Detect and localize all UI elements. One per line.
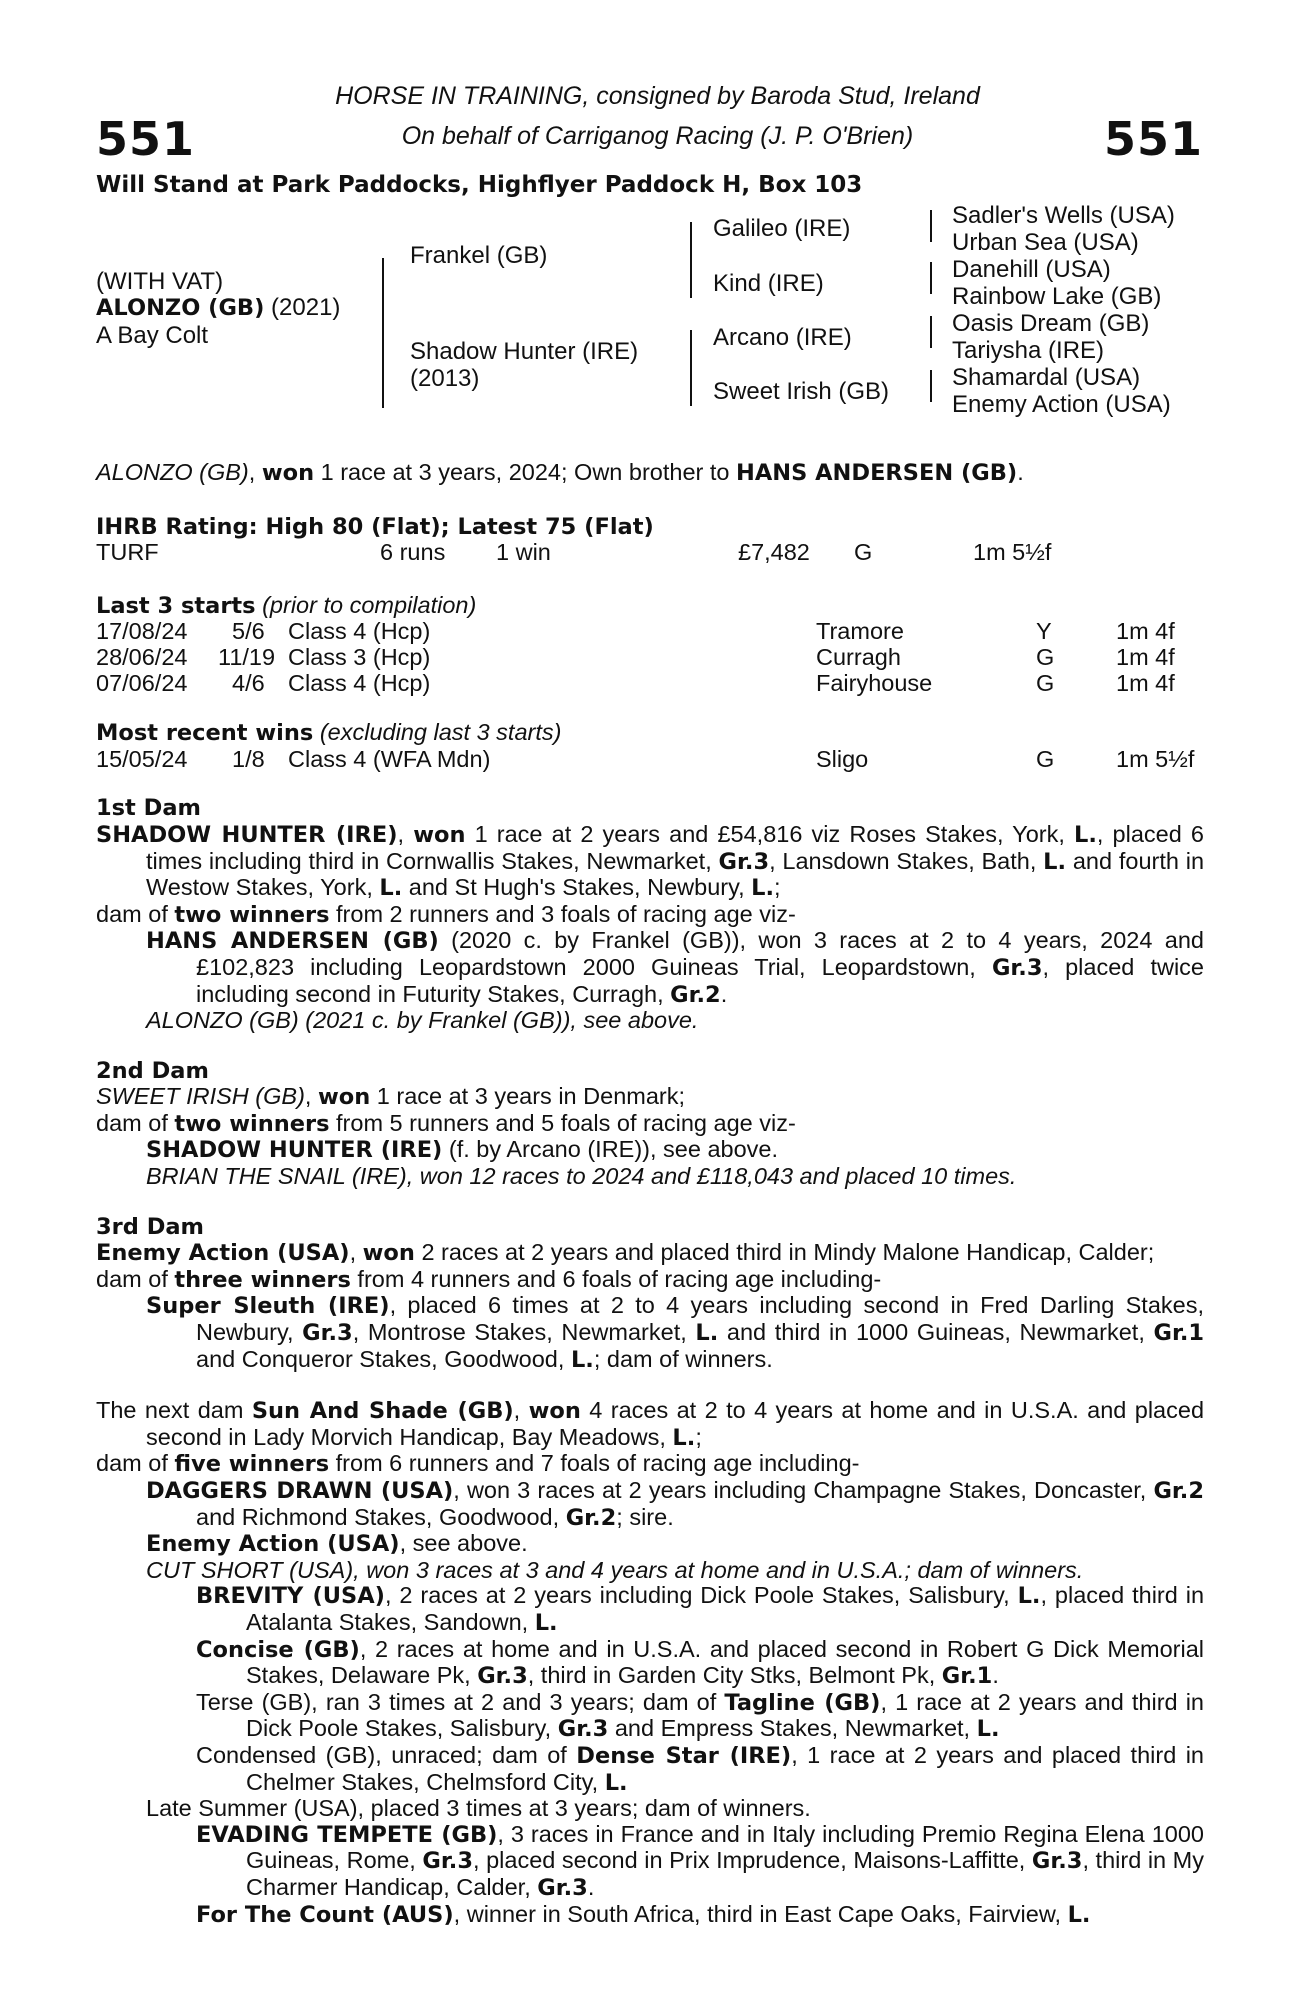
produce-text: from 5 runners and 5 foals of racing age viz- xyxy=(336,1109,796,1136)
group3-mark: Gr.3 xyxy=(537,1874,588,1901)
nextdam-produce-line xyxy=(96,1451,1204,1478)
group3-mark: Gr.3 xyxy=(557,1716,609,1743)
produce-entry: BRIAN THE SNAIL (IRE), won 12 races to 2024 and £118,043 and placed 10 times. xyxy=(146,1163,1017,1190)
produce-entry: ALONZO (GB) (2021 c. by Frankel (GB)), see above. xyxy=(146,1007,699,1034)
rating-going: G xyxy=(854,539,873,566)
dam-of: dam of xyxy=(96,1109,168,1136)
win-position: 1/8 xyxy=(232,745,265,772)
win-distance: 1m 5½f xyxy=(1116,745,1195,772)
last3-note: (prior to compilation) xyxy=(262,591,477,618)
start-going: G xyxy=(1036,643,1055,670)
listed-mark: L. xyxy=(1074,821,1097,848)
produce-text: Terse (GB), ran 3 times at 2 and 3 years; dam of xyxy=(196,1688,717,1715)
rating-prize: £7,482 xyxy=(738,539,810,566)
start-date: 07/06/24 xyxy=(96,669,188,696)
start-course: Fairyhouse xyxy=(816,669,933,696)
spacer xyxy=(96,487,1204,515)
group3-mark: Gr.3 xyxy=(718,848,770,875)
summary-brother: HANS ANDERSEN (GB) xyxy=(736,460,1018,486)
dam3-record: Enemy Action (USA), won 2 races at 2 years and placed third in Mindy Malone Handicap, Calder; xyxy=(96,1239,1155,1267)
start-position: 4/6 xyxy=(232,669,265,696)
produce-entry xyxy=(96,1531,1204,1558)
pedigree-brace-2a xyxy=(690,222,692,298)
dam1-text: and St Hugh's Stakes, Newbury, xyxy=(408,874,745,901)
winners-count: three winners xyxy=(174,1266,351,1293)
produce-text: , winner in South Africa, third in East Cape Oaks, Fairview, xyxy=(453,1900,1062,1927)
dam2-record: SWEET IRISH (GB), won 1 race at 3 years in Denmark; xyxy=(96,1083,686,1111)
produce-text: and Richmond Stakes, Goodwood, xyxy=(196,1503,560,1530)
rating-row xyxy=(96,540,1204,566)
start-going: G xyxy=(1036,669,1055,696)
nextdam-record: The next dam Sun And Shade (GB), won 4 races at 2 to 4 years at home and in U.S.A. and placed second in Lady Morvich Handicap, Bay Meadows, L.; xyxy=(96,1397,1205,1451)
listed-mark: L. xyxy=(570,1346,594,1373)
produce-entry xyxy=(96,928,1204,1008)
win-date: 15/05/24 xyxy=(96,745,188,772)
start-distance: 1m 4f xyxy=(1116,618,1175,645)
dam2-heading: 2nd Dam xyxy=(96,1057,209,1084)
win-course: Sligo xyxy=(816,745,869,772)
produce-text: , placed second in Prix Imprudence, Maisons-Laffitte, xyxy=(472,1847,1026,1874)
group3-mark: Gr.3 xyxy=(477,1663,528,1690)
pedigree-dam-dam: Sweet Irish (GB) xyxy=(713,378,890,405)
listed-mark: L. xyxy=(976,1716,1000,1743)
nextdam-name: Sun And Shade (GB) xyxy=(251,1398,514,1425)
dam1-produce-line xyxy=(96,902,1204,929)
dam1-won: won xyxy=(413,821,466,848)
nextdam-won: won xyxy=(528,1398,581,1425)
listed-mark: L. xyxy=(379,875,403,902)
group1-mark: Gr.1 xyxy=(941,1663,993,1690)
summary-text: 1 race at 3 years, 2024; Own brother to xyxy=(320,459,730,485)
dam-of: dam of xyxy=(96,1265,168,1292)
pedigree-brace-3c xyxy=(930,316,932,348)
on-behalf-line: On behalf of Carriganog Racing (J. P. O'Brien) xyxy=(401,122,914,150)
win-going: G xyxy=(1036,745,1055,772)
produce-text: from 6 runners and 7 foals of racing age including- xyxy=(335,1450,860,1477)
produce-text: , placed 6 times at 2 to 4 years including second in Fred Darling Stakes, Newbury, xyxy=(196,1292,1204,1346)
group3-mark: Gr.3 xyxy=(302,1320,353,1347)
pedigree-dsd: Tariysha (IRE) xyxy=(952,337,1105,364)
catalogue-body xyxy=(96,460,1204,1928)
pedigree-brace-3b xyxy=(930,262,932,294)
nextdam-text: ; xyxy=(695,1423,702,1450)
pedigree-dam-year: (2013) xyxy=(410,365,480,392)
start-going: Y xyxy=(1036,618,1052,645)
dam3-text: 2 races at 2 years and placed third in Mindy Malone Handicap, Calder; xyxy=(421,1239,1155,1266)
start-position: 5/6 xyxy=(232,618,265,645)
produce-text: . xyxy=(720,980,728,1007)
produce-entry: Late Summer (USA), placed 3 times at 3 years; dam of winners. xyxy=(146,1795,811,1822)
spacer xyxy=(96,1190,1204,1215)
summary-won: won xyxy=(261,460,315,486)
dam1-text: ; xyxy=(774,874,781,901)
rating-wins: 1 win xyxy=(496,539,551,566)
last3-title xyxy=(96,593,1204,620)
pedigree-dss: Oasis Dream (GB) xyxy=(952,310,1150,337)
produce-text: ; dam of winners. xyxy=(593,1345,773,1372)
dam2-produce-line xyxy=(96,1111,1204,1138)
produce-text: , 2 races at 2 years including Dick Poole Stakes, Salisbury, xyxy=(384,1582,1010,1609)
horse-description: A Bay Colt xyxy=(96,322,209,349)
produce-text: , third in Garden City Stks, Belmont Pk, xyxy=(527,1662,936,1689)
produce-name: HANS ANDERSEN (GB) xyxy=(146,928,439,955)
vat-note: (WITH VAT) xyxy=(96,268,224,295)
rating-surface: TURF xyxy=(96,539,159,566)
last3-row xyxy=(96,645,1204,671)
produce-text: and Empress Stakes, Newmarket, xyxy=(614,1715,971,1742)
produce-text: . xyxy=(587,1873,595,1900)
produce-text: , Montrose Stakes, Newmarket, xyxy=(352,1319,687,1346)
group3-mark: Gr.3 xyxy=(1031,1848,1083,1875)
listed-mark: L. xyxy=(1067,1901,1091,1928)
summary-end: . xyxy=(1017,459,1024,485)
pedigree-ssd: Urban Sea (USA) xyxy=(952,229,1139,256)
produce-text: , 1 race at 2 years and placed third in Chelmer Stakes, Chelmsford City, xyxy=(246,1741,1204,1795)
winners-count: two winners xyxy=(174,901,330,928)
produce-text: , placed third in Atalanta Stakes, Sandown, xyxy=(246,1582,1205,1635)
produce-entry xyxy=(96,1293,1204,1373)
start-date: 28/06/24 xyxy=(96,643,188,670)
start-date: 17/08/24 xyxy=(96,618,188,645)
dam-of: dam of xyxy=(96,900,168,927)
start-course: Curragh xyxy=(816,643,901,670)
group2-mark: Gr.2 xyxy=(1153,1478,1204,1504)
produce-text: , 2 races at home and in U.S.A. and placed second in Robert G Dick Memorial Stakes, Delaware Pk, xyxy=(246,1635,1204,1689)
produce-entry xyxy=(96,1743,1204,1796)
listed-mark: L. xyxy=(751,875,775,902)
lot-number-right: 551 xyxy=(1103,112,1203,166)
produce-text: . xyxy=(992,1662,999,1689)
listed-mark: L. xyxy=(672,1424,696,1451)
group2-mark: Gr.2 xyxy=(565,1504,617,1531)
last3-heading: Last 3 starts xyxy=(96,592,256,619)
dam-of: dam of xyxy=(96,1450,168,1477)
produce-text: and third in 1000 Guineas, Newmarket, xyxy=(726,1319,1145,1346)
start-distance: 1m 4f xyxy=(1116,669,1175,696)
summary-line: ALONZO (GB), won 1 race at 3 years, 2024; Own brother to HANS ANDERSEN (GB). xyxy=(96,459,1024,486)
start-distance: 1m 4f xyxy=(1116,643,1175,670)
listed-mark: L. xyxy=(1017,1583,1041,1610)
stand-location: Will Stand at Park Paddocks, Highflyer Paddock H, Box 103 xyxy=(96,172,863,198)
recent-row xyxy=(96,747,1204,773)
pedigree-sire-dam: Kind (IRE) xyxy=(713,270,824,297)
win-class: Class 4 (WFA Mdn) xyxy=(288,745,491,772)
produce-entry xyxy=(96,1690,1204,1743)
summary-horse: ALONZO (GB) xyxy=(96,459,249,485)
dam1-heading: 1st Dam xyxy=(96,795,201,822)
pedigree-brace-2b xyxy=(690,330,692,406)
produce-text: Condensed (GB), unraced; dam of xyxy=(196,1741,567,1768)
start-class: Class 3 (Hcp) xyxy=(288,643,431,670)
dam1-text: and fourth in Westow Stakes, York, xyxy=(146,847,1205,901)
listed-mark: L. xyxy=(534,1609,558,1636)
produce-name: Concise (GB) xyxy=(196,1636,360,1663)
group3-mark: Gr.3 xyxy=(991,954,1043,981)
horse-title xyxy=(96,294,340,322)
group2-mark: Gr.2 xyxy=(670,981,721,1008)
produce-text: , won 3 races at 2 years including Champagne Stakes, Doncaster, xyxy=(453,1477,1147,1503)
nextdam-intro: The next dam xyxy=(96,1397,244,1424)
dam3-name: Enemy Action (USA) xyxy=(96,1240,350,1267)
horse-name: ALONZO (GB) xyxy=(96,295,265,321)
pedigree-sss: Sadler's Wells (USA) xyxy=(952,202,1175,229)
rating-distance: 1m 5½f xyxy=(973,539,1052,566)
dam2-text: 1 race at 3 years in Denmark; xyxy=(376,1083,686,1110)
horse-year: (2021) xyxy=(271,294,341,321)
produce-entry xyxy=(96,1583,1204,1636)
dam2-won: won xyxy=(317,1084,371,1111)
produce-name: For The Count (AUS) xyxy=(196,1901,454,1928)
pedigree-dam: Shadow Hunter (IRE) xyxy=(410,338,639,365)
listed-mark: L. xyxy=(1043,848,1067,875)
last3-row xyxy=(96,619,1204,645)
spacer xyxy=(96,772,1204,796)
listed-mark: L. xyxy=(604,1769,628,1796)
rating-runs: 6 runs xyxy=(380,539,446,566)
produce-entry xyxy=(96,1478,1204,1531)
dam1-text: 1 race at 2 years and £54,816 viz Roses Stakes, York, xyxy=(474,820,1065,847)
dam1-text: , placed 6 times including third in Cornwallis Stakes, Newmarket, xyxy=(146,820,1204,874)
consignor-line: HORSE IN TRAINING, consigned by Baroda Stud, Ireland xyxy=(335,82,980,110)
produce-entry xyxy=(96,1637,1204,1690)
produce-text: , third in My Charmer Handicap, Calder, xyxy=(246,1847,1205,1900)
produce-name: BREVITY (USA) xyxy=(196,1583,385,1610)
produce-name: Enemy Action (USA) xyxy=(146,1531,400,1558)
produce-text: , placed twice including second in Futurity Stakes, Curragh, xyxy=(196,953,1204,1007)
dam3-won: won xyxy=(362,1240,415,1267)
lot-number-left: 551 xyxy=(96,112,196,166)
produce-text: ; sire. xyxy=(616,1503,674,1530)
produce-name: Dense Star (IRE) xyxy=(576,1742,792,1769)
produce-entry xyxy=(96,1822,1204,1902)
produce-text: (f. by Arcano (IRE)), see above. xyxy=(448,1136,779,1163)
pedigree-brace-3d xyxy=(930,370,932,402)
recent-title xyxy=(96,720,1204,747)
dam3-produce-line xyxy=(96,1267,1204,1294)
produce-name: EVADING TEMPETE (GB) xyxy=(196,1821,498,1848)
spacer xyxy=(96,566,1204,593)
nextdam-text: 4 races at 2 to 4 years at home and in U.S.A. and placed second in Lady Morvich Handicap, Bay Meadows, xyxy=(146,1397,1205,1450)
produce-text: and Conqueror Stakes, Goodwood, xyxy=(196,1345,565,1372)
produce-entry xyxy=(96,1137,1204,1164)
produce-entry xyxy=(96,1902,1204,1929)
dam3-heading: 3rd Dam xyxy=(96,1213,204,1240)
pedigree-brace-1 xyxy=(382,258,384,408)
pedigree-sire: Frankel (GB) xyxy=(410,242,548,269)
pedigree-ddd: Enemy Action (USA) xyxy=(952,391,1171,418)
dam1-record: SHADOW HUNTER (IRE), won 1 race at 2 years and £54,816 viz Roses Stakes, York, L., placed 6 times including third in Cornwallis Stakes, Newmarket, Gr.3, Lansdown Stakes, Bath, L. and fourth in Westow Stakes, York, L. and St Hugh's Stakes, Newbury, L.; xyxy=(96,820,1205,902)
produce-text: , see above. xyxy=(399,1530,528,1557)
start-position: 11/19 xyxy=(218,643,276,670)
dam1-text: , Lansdown Stakes, Bath, xyxy=(769,847,1037,874)
start-class: Class 4 (Hcp) xyxy=(288,669,431,696)
recent-heading: Most recent wins xyxy=(96,720,314,747)
dam1-name: SHADOW HUNTER (IRE) xyxy=(96,821,398,848)
produce-name: Super Sleuth (IRE) xyxy=(146,1293,390,1320)
spacer xyxy=(96,696,1204,720)
pedigree-sire-sire: Galileo (IRE) xyxy=(713,215,851,242)
last3-row xyxy=(96,671,1204,697)
start-course: Tramore xyxy=(816,618,904,645)
pedigree-brace-3a xyxy=(930,210,932,242)
pedigree-sdd: Rainbow Lake (GB) xyxy=(952,283,1162,310)
pedigree-dds: Shamardal (USA) xyxy=(952,364,1141,391)
pedigree-sds: Danehill (USA) xyxy=(952,256,1111,283)
start-class: Class 4 (Hcp) xyxy=(288,618,431,645)
produce-name: Tagline (GB) xyxy=(724,1689,881,1716)
pedigree-dam-sire: Arcano (IRE) xyxy=(713,324,852,351)
dam2-name: SWEET IRISH (GB) xyxy=(96,1083,305,1110)
listed-mark: L. xyxy=(695,1320,719,1347)
winners-count: two winners xyxy=(174,1110,330,1137)
produce-text: (2020 c. by Frankel (GB)), won 3 races at 2 to 4 years, 2024 and £102,823 including Leopardstown 2000 Guineas Trial, Leopardstown, xyxy=(196,927,1204,980)
produce-text: from 4 runners and 6 foals of racing age including- xyxy=(357,1265,882,1292)
group1-mark: Gr.1 xyxy=(1153,1320,1205,1347)
produce-text: , 3 races in France and in Italy including Premio Regina Elena 1000 Guineas, Rome, xyxy=(246,1820,1204,1874)
recent-note: (excluding last 3 starts) xyxy=(319,719,562,746)
produce-entry: CUT SHORT (USA), won 3 races at 3 and 4 years at home and in U.S.A.; dam of winners. xyxy=(146,1556,1084,1583)
produce-name: SHADOW HUNTER (IRE) xyxy=(146,1137,443,1164)
group3-mark: Gr.3 xyxy=(422,1848,473,1875)
rating-title: IHRB Rating: High 80 (Flat); Latest 75 (Flat) xyxy=(96,513,654,540)
produce-name: DAGGERS DRAWN (USA) xyxy=(146,1478,454,1504)
winners-count: five winners xyxy=(174,1451,330,1478)
produce-text: , 1 race at 2 years and third in Dick Poole Stakes, Salisbury, xyxy=(246,1688,1204,1742)
produce-text: from 2 runners and 3 foals of racing age viz- xyxy=(336,900,796,927)
spacer xyxy=(96,1034,1204,1059)
spacer xyxy=(96,1373,1204,1398)
